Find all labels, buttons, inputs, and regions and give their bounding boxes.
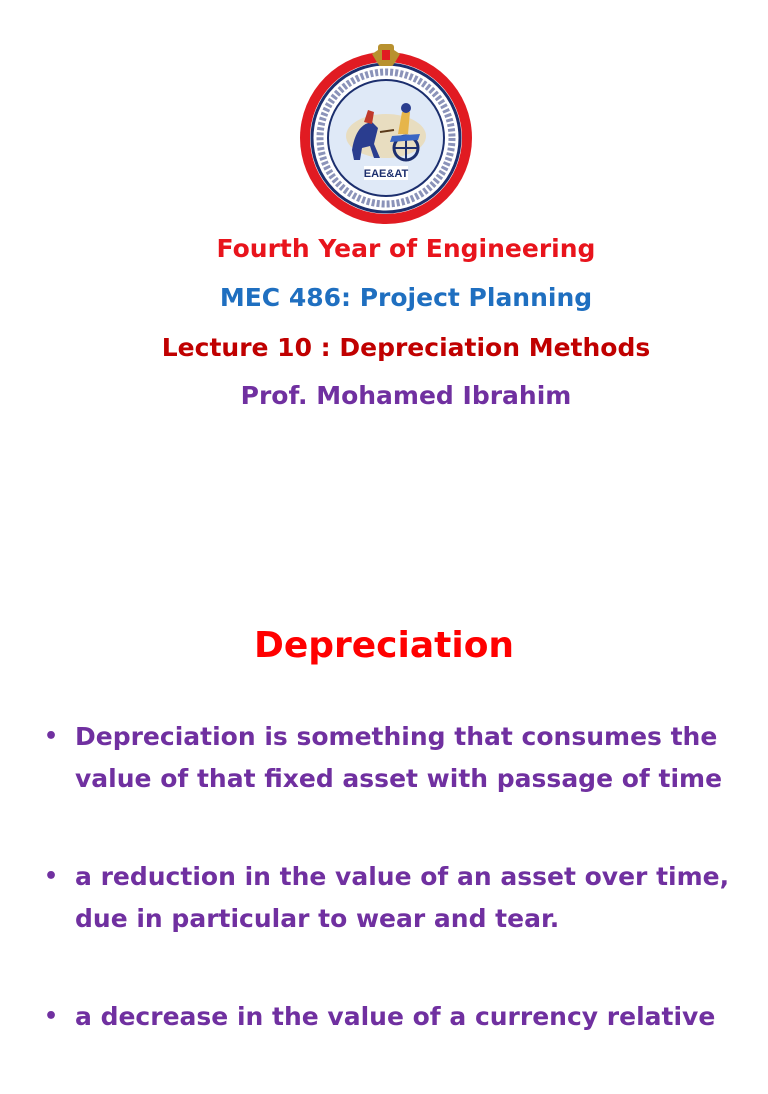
slide-heading: Depreciation [253,625,515,666]
bullet-text: a decrease in the value of a currency relative [75,1002,716,1031]
bullet-text: a reduction in the value of an asset over time, due in particular to wear and tear. [75,862,730,933]
bullet-text: Depreciation is something that consumes the value of that fixed asset with passage of time [75,722,723,793]
bullet-icon: • [44,724,59,749]
bullet-list [44,716,744,1094]
list-item [44,716,744,800]
content-slide [0,560,768,1031]
eaeat-logo [294,40,478,228]
list-item [44,856,744,940]
lecture-title: Lecture 10 : Depreciation Methods [161,333,651,362]
logo-label: EAE&AT [363,168,409,180]
list-item [44,996,744,1038]
course-title: MEC 486: Project Planning [219,283,593,312]
professor-name: Prof. Mohamed Ibrahim [240,381,572,410]
bullet-icon: • [44,1004,59,1029]
title-slide [0,0,768,440]
bullet-icon: • [44,864,59,889]
course-year: Fourth Year of Engineering [216,234,596,263]
